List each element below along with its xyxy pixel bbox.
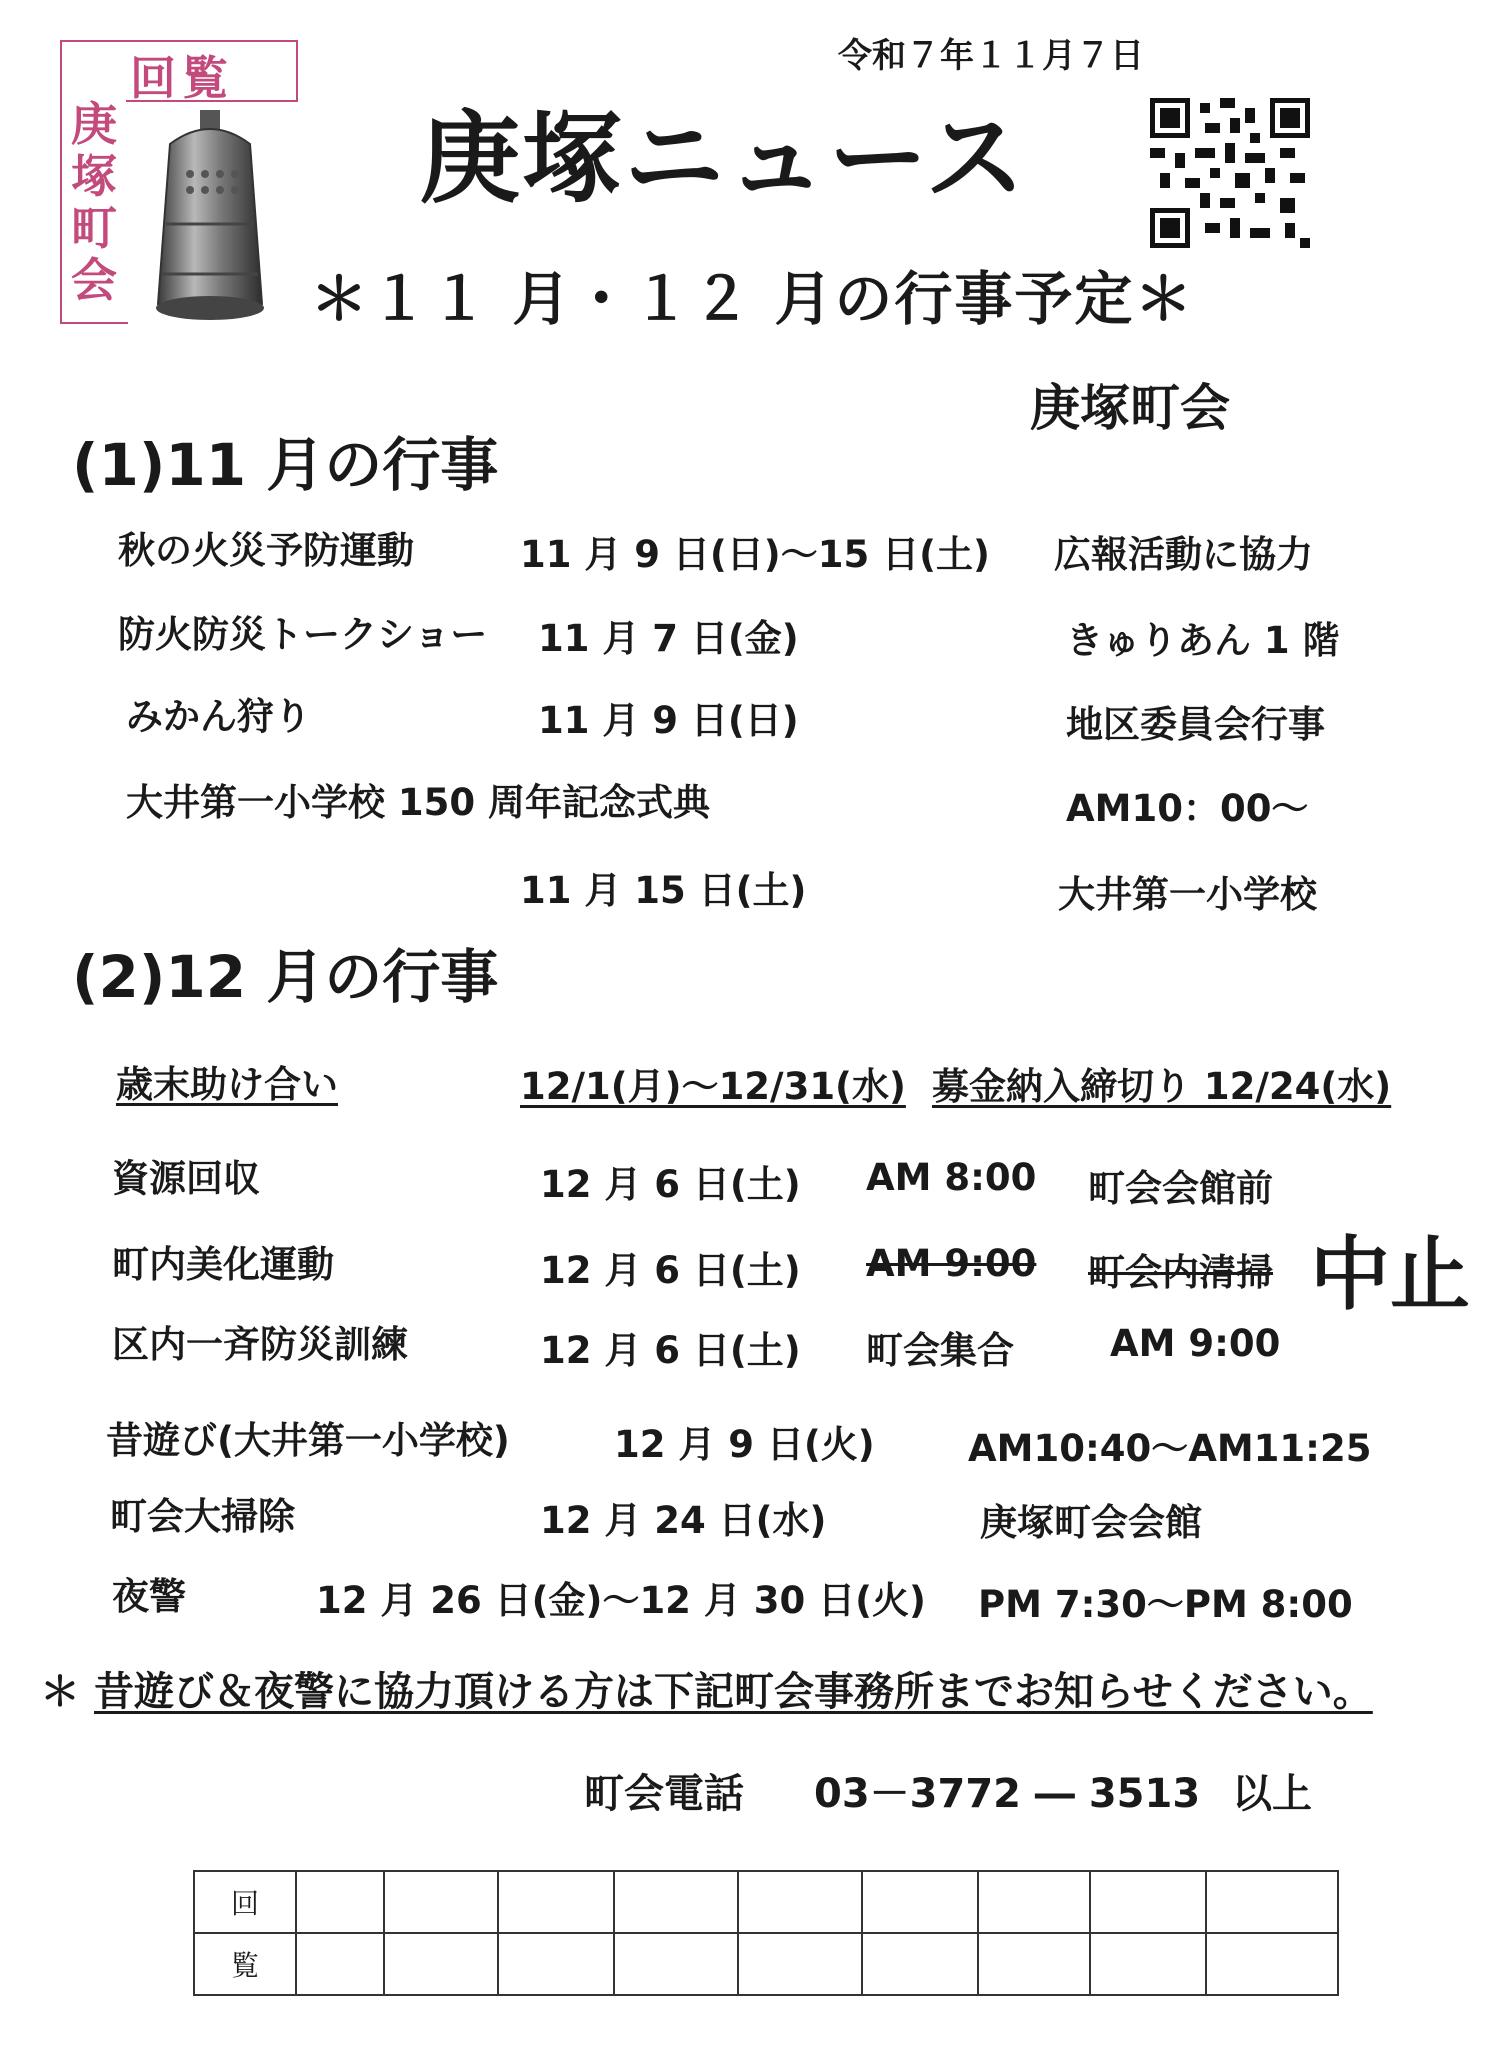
event-name: みかん狩り xyxy=(126,695,311,738)
table-cell xyxy=(614,1933,738,1995)
table-cell xyxy=(384,1933,498,1995)
event-date: 12 月 6 日(土) xyxy=(540,1249,801,1292)
event-time: 庚塚町会会館 xyxy=(980,1501,1202,1544)
table-row xyxy=(194,1871,1338,1933)
organization-name: 庚塚町会 xyxy=(1030,379,1230,437)
table-cell xyxy=(862,1933,978,1995)
event-name: 町内美化運動 xyxy=(112,1243,334,1286)
event-time-cancelled: AM 9:00 xyxy=(866,1242,1037,1285)
issue-date: 令和７年１１月７日 xyxy=(838,36,1144,76)
event-date: 12 月 9 日(火) xyxy=(614,1423,875,1466)
event-name: 歳末助け合い xyxy=(116,1063,338,1106)
table-cell xyxy=(1206,1871,1338,1933)
table-cell xyxy=(498,1871,614,1933)
event-time: AM10:40〜AM11:25 xyxy=(968,1427,1372,1470)
circulation-stamp xyxy=(60,40,298,322)
table-cell xyxy=(384,1871,498,1933)
cancel-mark: 中止 xyxy=(1310,1227,1470,1321)
newsletter-title: 庚塚ニュース xyxy=(420,100,1027,217)
bell-icon xyxy=(130,104,290,354)
event-note: 広報活動に協力 xyxy=(1054,533,1313,576)
event-date: 11 月 15 日(土) xyxy=(520,869,807,912)
note-mark: ＊ xyxy=(40,1669,80,1715)
event-note-cancelled: 町会内清掃 xyxy=(1088,1251,1273,1294)
event-note: 地区委員会行事 xyxy=(1066,703,1325,746)
event-date: 12/1(月)〜12/31(水) xyxy=(520,1065,906,1108)
event-name: 秋の火災予防運動 xyxy=(118,529,414,572)
event-note: AM 9:00 xyxy=(1110,1322,1281,1365)
table-cell: 覧 xyxy=(194,1933,296,1995)
table-cell xyxy=(978,1871,1090,1933)
event-name: 防火防災トークショー xyxy=(118,613,488,656)
event-note: 町会会館前 xyxy=(1088,1167,1273,1210)
event-name: 大井第一小学校 150 周年記念式典 xyxy=(126,781,710,824)
table-cell xyxy=(862,1871,978,1933)
phone-label: 町会電話 xyxy=(584,1771,744,1817)
event-date: 11 月 9 日(日)〜15 日(土) xyxy=(520,533,990,576)
stamp-org: 庚塚町会 xyxy=(71,97,117,307)
event-note: AM10：00〜 xyxy=(1066,787,1309,830)
event-time: AM 8:00 xyxy=(866,1156,1037,1199)
circulation-table xyxy=(193,1870,1339,1996)
stamp-label: 回覧 xyxy=(130,51,234,105)
event-name: 資源回収 xyxy=(112,1157,260,1200)
table-cell xyxy=(978,1933,1090,1995)
table-cell xyxy=(1090,1933,1206,1995)
event-name: 夜警 xyxy=(112,1575,186,1618)
footer-note xyxy=(40,1660,1373,1717)
event-date: 12 月 26 日(金)〜12 月 30 日(火) xyxy=(316,1579,926,1622)
event-time: 募金納入締切り 12/24(水) xyxy=(932,1065,1392,1108)
event-name: 町会大掃除 xyxy=(110,1495,295,1538)
table-cell xyxy=(738,1871,862,1933)
event-date: 11 月 9 日(日) xyxy=(538,699,799,742)
november-heading: (1)11 月の行事 xyxy=(72,431,499,499)
table-cell xyxy=(296,1933,384,1995)
event-note: 大井第一小学校 xyxy=(1058,873,1317,916)
event-date: 12 月 6 日(土) xyxy=(540,1329,801,1372)
table-row xyxy=(194,1933,1338,1995)
december-heading: (2)12 月の行事 xyxy=(72,943,499,1011)
event-time: PM 7:30〜PM 8:00 xyxy=(978,1583,1353,1626)
table-cell xyxy=(614,1871,738,1933)
table-cell xyxy=(738,1933,862,1995)
event-date: 11 月 7 日(金) xyxy=(538,617,799,660)
event-name: 区内一斉防災訓練 xyxy=(112,1323,408,1366)
event-note: きゅりあん 1 階 xyxy=(1066,619,1340,662)
event-date: 12 月 6 日(土) xyxy=(540,1163,801,1206)
event-name: 昔遊び(大井第一小学校) xyxy=(106,1419,510,1462)
table-cell xyxy=(296,1871,384,1933)
table-cell: 回 xyxy=(194,1871,296,1933)
event-time: 町会集合 xyxy=(866,1329,1014,1372)
table-cell xyxy=(1206,1933,1338,1995)
note-text: 昔遊び＆夜警に協力頂ける方は下記町会事務所までお知らせください。 xyxy=(94,1669,1373,1715)
end-mark: 以上 xyxy=(1232,1771,1312,1817)
table-cell xyxy=(1090,1871,1206,1933)
schedule-subtitle: ＊１１ 月・１２ 月の行事予定＊ xyxy=(310,265,1195,333)
phone-number: 03－3772 ― 3513 xyxy=(814,1771,1201,1817)
qr-code-icon xyxy=(1150,98,1310,248)
event-date: 12 月 24 日(水) xyxy=(540,1499,827,1542)
table-cell xyxy=(498,1933,614,1995)
